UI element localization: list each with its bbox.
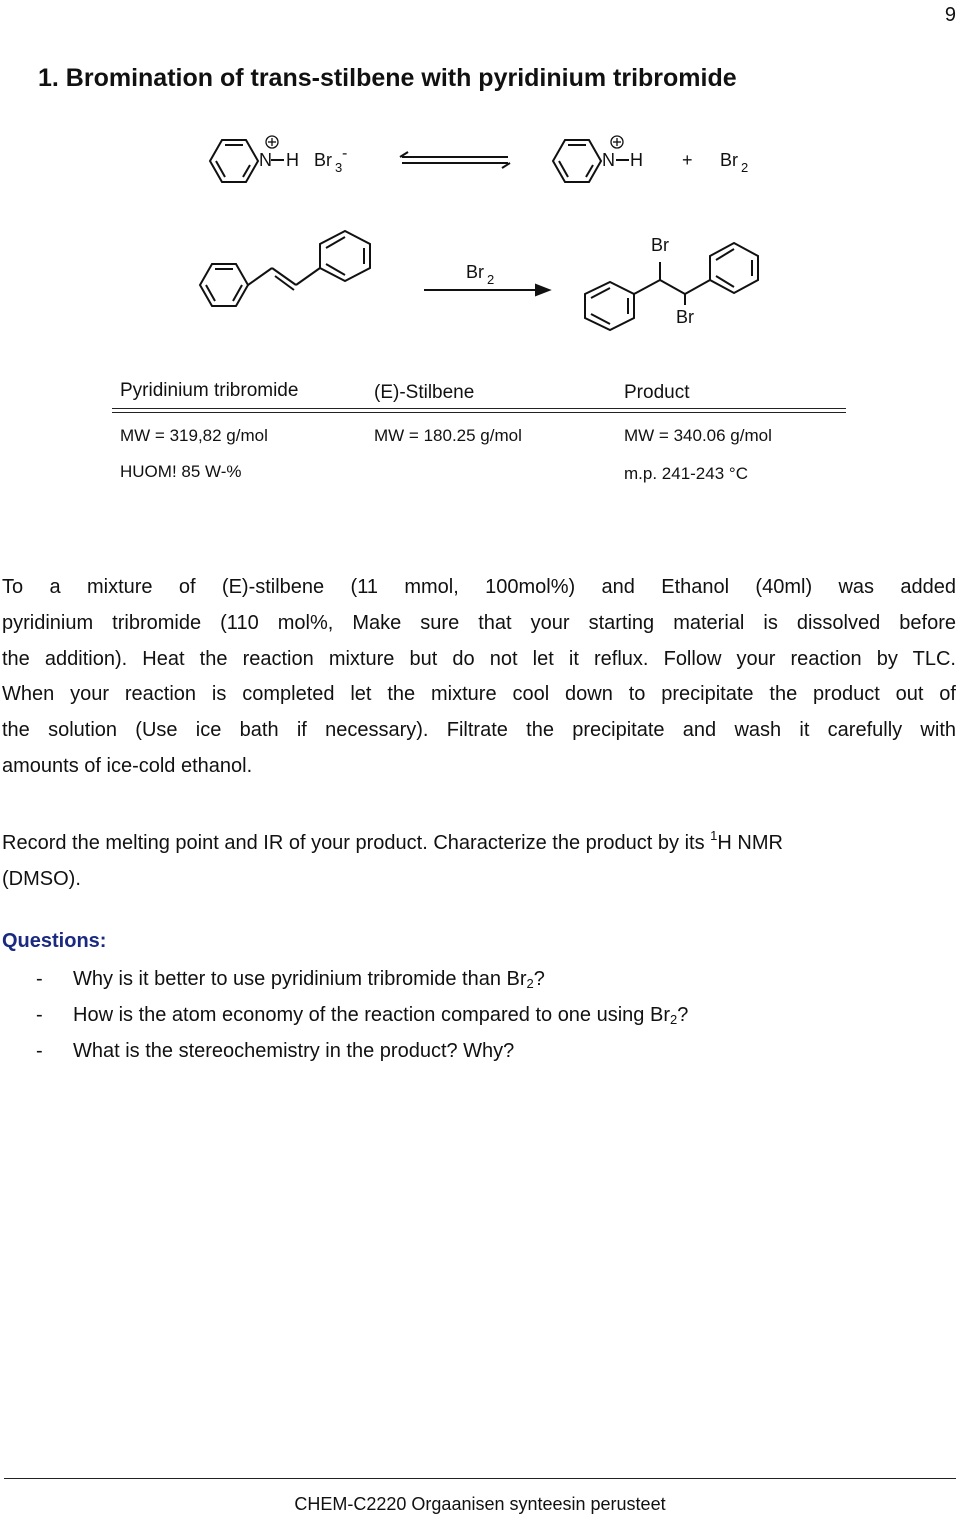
pyridinium-note: HUOM! 85 W-% <box>120 462 242 481</box>
plus-sign: + <box>682 150 693 170</box>
n-atom-right: N <box>602 150 615 170</box>
pyridinium-mw: MW = 319,82 g/mol <box>120 426 268 445</box>
procedure-line: pyridinium tribromide (110 mol%, Make sure that your starting material is dissolved before <box>2 611 956 634</box>
record-superscript: 1 <box>710 828 718 843</box>
br3-charge: - <box>342 145 348 162</box>
stilbene-mw: MW = 180.25 g/mol <box>374 426 522 445</box>
question-text: How is the atom economy of the reaction compared to one using Br <box>73 1004 670 1026</box>
question-subscript: 2 <box>526 976 534 991</box>
footer-text: CHEM-C2220 Orgaanisen synteesin perusteet <box>294 1494 666 1514</box>
procedure-line: the solution (Use ice bath if necessary). Filtrate the precipitate and wash it carefully with <box>2 719 956 742</box>
product-mw: MW = 340.06 g/mol <box>624 426 772 445</box>
stilbene-structure <box>200 231 370 306</box>
equilibrium-arrows <box>400 152 510 168</box>
br2-label: Br <box>720 150 738 170</box>
record-paragraph <box>2 818 956 898</box>
bullet-dash: - <box>36 1004 43 1026</box>
header-stilbene: (E)-Stilbene <box>374 382 475 403</box>
record-text-solvent: (DMSO). <box>2 867 81 890</box>
procedure-line: the addition). Heat the reaction mixture but do not let it reflux. Follow your reaction by TLC. <box>2 647 956 670</box>
header-product: Product <box>624 382 690 403</box>
question-text-end: ? <box>533 968 545 990</box>
br2-subscript: 2 <box>741 160 749 175</box>
question-text-end: ? <box>677 1004 689 1026</box>
question-item <box>36 1004 688 1027</box>
n-atom-left: N <box>259 150 272 170</box>
reaction-scheme <box>0 120 960 370</box>
table-rule <box>112 408 846 409</box>
question-text: Why is it better to use pyridinium tribromide than Br <box>73 968 527 990</box>
header-pyridinium-tribromide: Pyridinium tribromide <box>120 380 299 401</box>
pyridinium-ring-left <box>210 140 258 182</box>
procedure-line: To a mixture of (E)-stilbene (11 mmol, 100mol%) and Ethanol (40ml) was added <box>2 576 956 598</box>
procedure-line: amounts of ice-cold ethanol. <box>2 754 253 777</box>
question-subscript: 2 <box>669 1012 678 1027</box>
question-item <box>36 968 545 991</box>
question-text: What is the stereochemistry in the product? Why? <box>73 1040 515 1062</box>
br3-subscript: 3 <box>335 160 343 175</box>
record-text-nmr: H NMR <box>717 832 783 854</box>
reagent-label: Br <box>466 262 484 282</box>
product-br-top: Br <box>651 235 669 255</box>
reagent-subscript: 2 <box>487 272 495 287</box>
table-rule <box>112 412 846 413</box>
bullet-dash: - <box>36 1040 43 1062</box>
product-structure <box>585 243 758 330</box>
br3-label: Br <box>314 150 332 170</box>
h-atom-left: H <box>286 150 299 170</box>
question-item <box>36 1040 514 1063</box>
procedure-paragraph <box>2 570 956 785</box>
page-number: 9 <box>944 4 956 26</box>
pyridinium-ring-right <box>553 140 601 182</box>
procedure-line: When your reaction is completed let the mixture cool down to precipitate the product out of <box>2 683 956 706</box>
product-melting-point: m.p. 241-243 °C <box>624 464 748 483</box>
section-title: 1. Bromination of trans-stilbene with pyridinium tribromide <box>38 64 737 92</box>
footer-rule <box>4 1478 956 1479</box>
product-br-bottom: Br <box>676 307 694 327</box>
record-text: Record the melting point and IR of your product. Characterize the product by its <box>2 832 711 854</box>
h-atom-right: H <box>630 150 643 170</box>
bullet-dash: - <box>36 968 43 990</box>
questions-title: Questions: <box>2 930 107 952</box>
